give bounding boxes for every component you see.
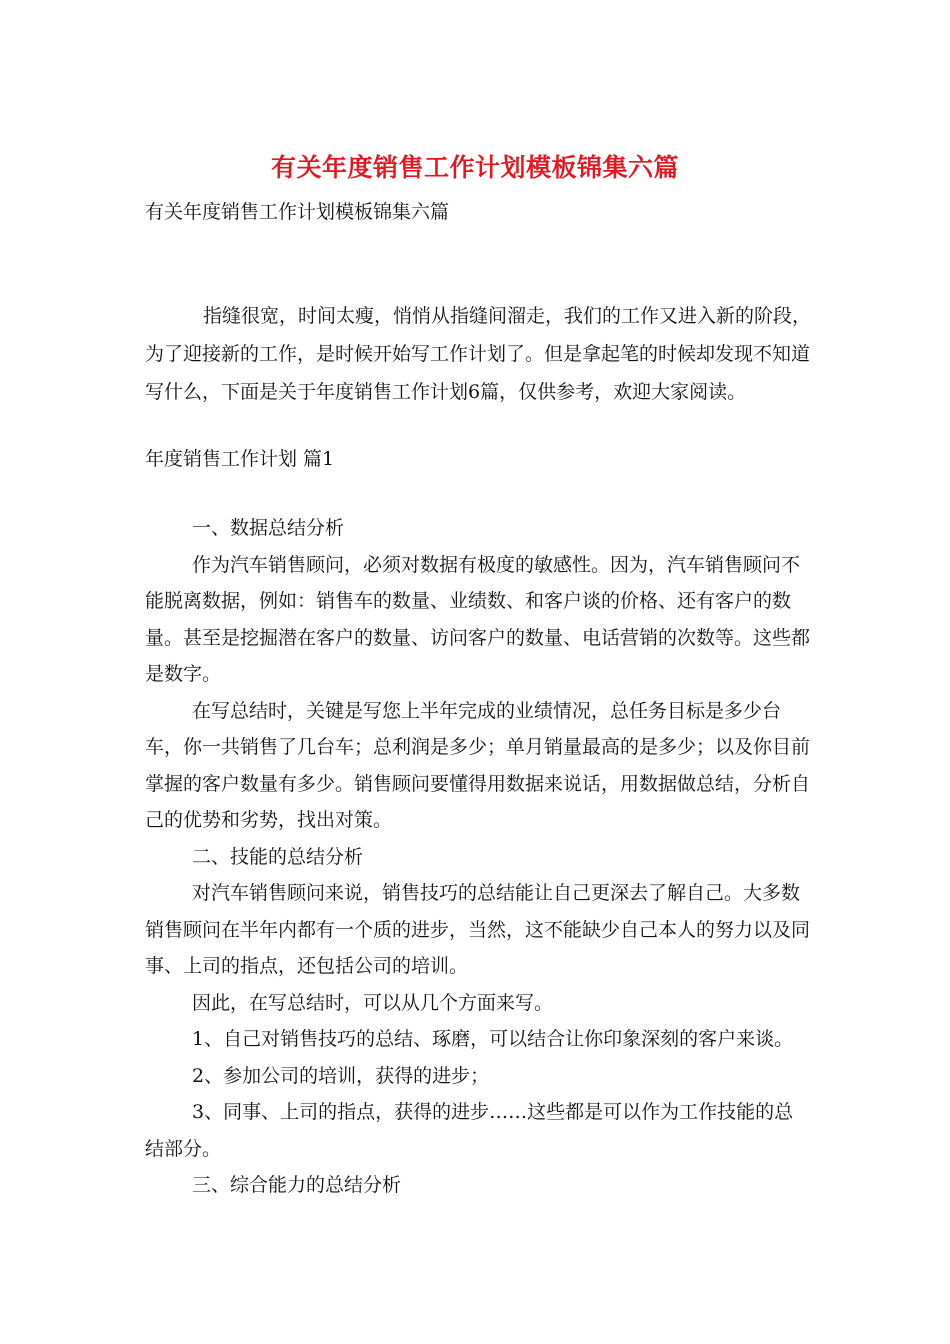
document-subtitle: 有关年度销售工作计划模板锦集六篇 bbox=[145, 201, 450, 223]
subheading-data-analysis: 一、数据总结分析 bbox=[192, 517, 345, 539]
body-paragraph: 在写总结时，关键是写您上半年完成的业绩情况，总任务目标是多少台车，你一共销售了几台车；总利润是多少；单月销量最高的是多少；以及你目前掌握的客户数量有多少。销售顾问要懂得用数据来说话，用数据做总结，分析自己的优势和劣势，找出对策。 bbox=[145, 699, 811, 831]
intro-paragraph: 指缝很宽，时间太瘦，悄悄从指缝间溜走，我们的工作又进入新的阶段，为了迎接新的工作，是时候开始写工作计划了。但是拿起笔的时候却发现不知道写什么，下面是关于年度销售工作计划6篇，仅供参考，欢迎大家阅读。 bbox=[145, 305, 812, 403]
body-paragraph: 因此，在写总结时，可以从几个方面来写。 bbox=[192, 991, 554, 1014]
body-paragraph: 对汽车销售顾问来说，销售技巧的总结能让自己更深去了解自己。大多数销售顾问在半年内都有一个质的进步，当然，这不能缺少自己本人的努力以及同事、上司的指点，还包括公司的培训。 bbox=[145, 882, 811, 977]
body-paragraph: 作为汽车销售顾问，必须对数据有极度的敏感性。因为，汽车销售顾问不能脱离数据，例如：销售车的数量、业绩数、和客户谈的价格、还有客户的数量。甚至是挖掘潜在客户的数量、访问客户的数量、电话营销的次数等。这些都是数字。 bbox=[145, 553, 811, 685]
list-item: 3、同事、上司的指点，获得的进步……这些都是可以作为工作技能的总结部分。 bbox=[145, 1101, 794, 1160]
subheading-skills-analysis: 二、技能的总结分析 bbox=[192, 845, 364, 868]
subheading-ability-analysis: 三、综合能力的总结分析 bbox=[192, 1174, 402, 1196]
list-item: 1、自己对销售技巧的总结、琢磨，可以结合让你印象深刻的客户来谈。 bbox=[192, 1028, 794, 1050]
body-text bbox=[145, 510, 810, 1204]
list-item: 2、参加公司的培训，获得的进步； bbox=[192, 1064, 490, 1087]
document-title: 有关年度销售工作计划模板锦集六篇 bbox=[270, 153, 679, 182]
section-heading: 年度销售工作计划 篇1 bbox=[145, 448, 335, 470]
